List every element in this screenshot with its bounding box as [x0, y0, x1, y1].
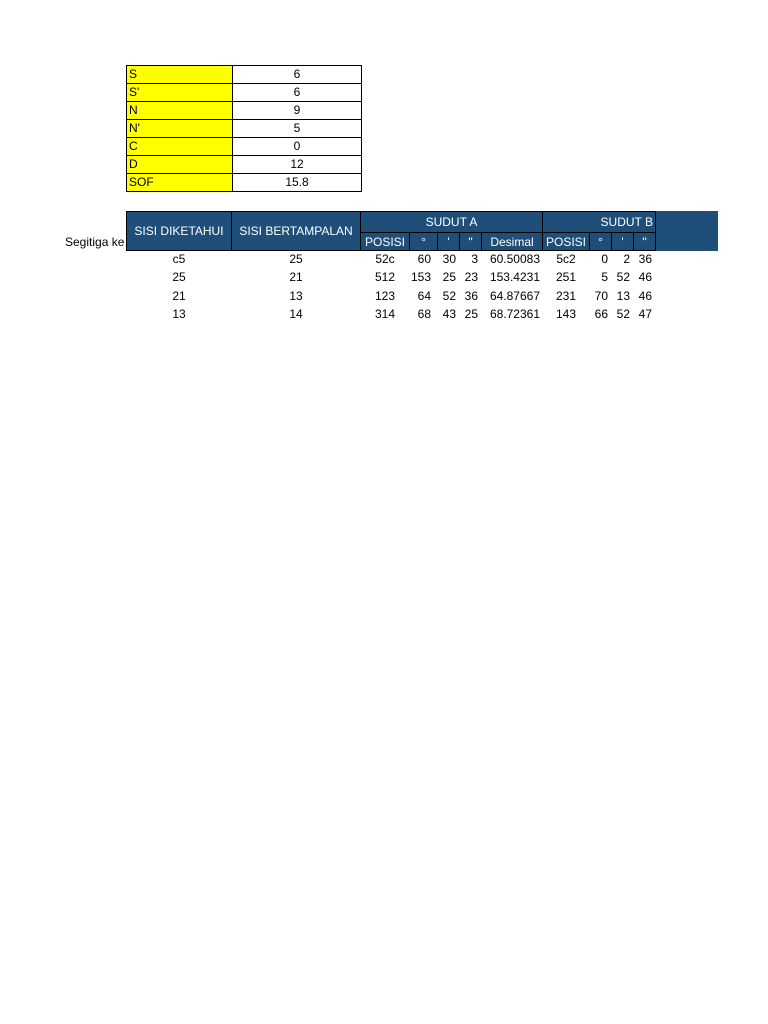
cell-b-posisi[interactable]: 251: [555, 270, 577, 284]
header-a-posisi[interactable]: POSISI: [360, 232, 410, 251]
param-label[interactable]: SOF: [127, 174, 233, 192]
header-a-desimal[interactable]: Desimal: [481, 232, 543, 251]
cell-b-degree[interactable]: 70: [594, 289, 608, 303]
cell-b-second[interactable]: 46: [638, 289, 652, 303]
cell-a-degree[interactable]: 64: [417, 289, 431, 303]
header-sisi-bertampalan[interactable]: SISI BERTAMPALAN: [231, 211, 361, 251]
cell-b-minute[interactable]: 52: [616, 270, 630, 284]
cell-a-posisi[interactable]: 123: [374, 289, 396, 303]
param-value[interactable]: 0: [233, 138, 362, 156]
cell-bertampalan[interactable]: 14: [289, 307, 303, 321]
param-label[interactable]: N': [127, 120, 233, 138]
param-row-n-prime: [127, 120, 362, 138]
cell-b-posisi[interactable]: 5c2: [556, 252, 576, 266]
param-value[interactable]: 15.8: [233, 174, 362, 192]
param-row-n: [127, 102, 362, 120]
cell-a-posisi[interactable]: 314: [374, 307, 396, 321]
cell-a-posisi[interactable]: 512: [374, 270, 396, 284]
param-label[interactable]: D: [127, 156, 233, 174]
cell-a-minute[interactable]: 25: [442, 270, 456, 284]
cell-b-minute[interactable]: 52: [616, 307, 630, 321]
header-b-second[interactable]: '': [633, 232, 656, 251]
header-sudut-b[interactable]: SUDUT B: [542, 211, 656, 233]
param-value[interactable]: 5: [233, 120, 362, 138]
cell-b-degree[interactable]: 0: [601, 252, 608, 266]
header-sisi-diketahui[interactable]: SISI DIKETAHUI: [126, 211, 232, 251]
cell-b-posisi[interactable]: 143: [555, 307, 577, 321]
cell-bertampalan[interactable]: 21: [289, 270, 303, 284]
cell-a-desimal[interactable]: 68.72361: [489, 307, 540, 321]
param-value[interactable]: 6: [233, 66, 362, 84]
cell-b-degree[interactable]: 66: [594, 307, 608, 321]
param-label[interactable]: S: [127, 66, 233, 84]
header-b-posisi[interactable]: POSISI: [542, 232, 590, 251]
cell-a-posisi[interactable]: 52c: [375, 252, 395, 266]
cell-b-second[interactable]: 36: [638, 252, 652, 266]
parameter-table: [126, 65, 362, 192]
param-row-s: [127, 66, 362, 84]
cell-a-desimal[interactable]: 60.50083: [489, 252, 540, 266]
cell-a-desimal[interactable]: 153.4231: [489, 270, 540, 284]
cell-diketahui[interactable]: 25: [172, 270, 186, 284]
param-row-s-prime: [127, 84, 362, 102]
cell-diketahui[interactable]: 13: [172, 307, 186, 321]
cell-a-minute[interactable]: 52: [442, 289, 456, 303]
cell-a-minute[interactable]: 43: [442, 307, 456, 321]
cell-a-degree[interactable]: 68: [417, 307, 431, 321]
cell-b-second[interactable]: 47: [638, 307, 652, 321]
param-label[interactable]: S': [127, 84, 233, 102]
cell-b-minute[interactable]: 2: [623, 252, 630, 266]
param-value[interactable]: 9: [233, 102, 362, 120]
param-row-sof: [127, 174, 362, 192]
cell-a-minute[interactable]: 30: [442, 252, 456, 266]
param-row-d: [127, 156, 362, 174]
cell-b-posisi[interactable]: 231: [555, 289, 577, 303]
param-label[interactable]: C: [127, 138, 233, 156]
header-a-minute[interactable]: ': [437, 232, 460, 251]
cell-a-second[interactable]: 25: [464, 307, 478, 321]
cell-b-degree[interactable]: 5: [601, 270, 608, 284]
cell-a-second[interactable]: 23: [464, 270, 478, 284]
cell-a-second[interactable]: 3: [471, 252, 478, 266]
header-b-minute[interactable]: ': [611, 232, 634, 251]
cell-b-minute[interactable]: 13: [616, 289, 630, 303]
header-b-degree[interactable]: °: [589, 232, 612, 251]
param-label[interactable]: N: [127, 102, 233, 120]
param-value[interactable]: 12: [233, 156, 362, 174]
cell-a-desimal[interactable]: 64.87667: [489, 289, 540, 303]
cell-diketahui[interactable]: c5: [172, 252, 186, 266]
header-a-degree[interactable]: °: [409, 232, 438, 251]
cell-a-degree[interactable]: 60: [417, 252, 431, 266]
header-a-second[interactable]: '': [459, 232, 482, 251]
cell-a-second[interactable]: 36: [464, 289, 478, 303]
segitiga-label[interactable]: Segitiga ke: [65, 235, 125, 249]
cell-diketahui[interactable]: 21: [172, 289, 186, 303]
header-sudut-a[interactable]: SUDUT A: [360, 211, 543, 233]
cell-a-degree[interactable]: 153: [410, 270, 431, 284]
param-row-c: [127, 138, 362, 156]
cell-bertampalan[interactable]: 25: [289, 252, 303, 266]
param-value[interactable]: 6: [233, 84, 362, 102]
cell-b-second[interactable]: 46: [638, 270, 652, 284]
cell-bertampalan[interactable]: 13: [289, 289, 303, 303]
